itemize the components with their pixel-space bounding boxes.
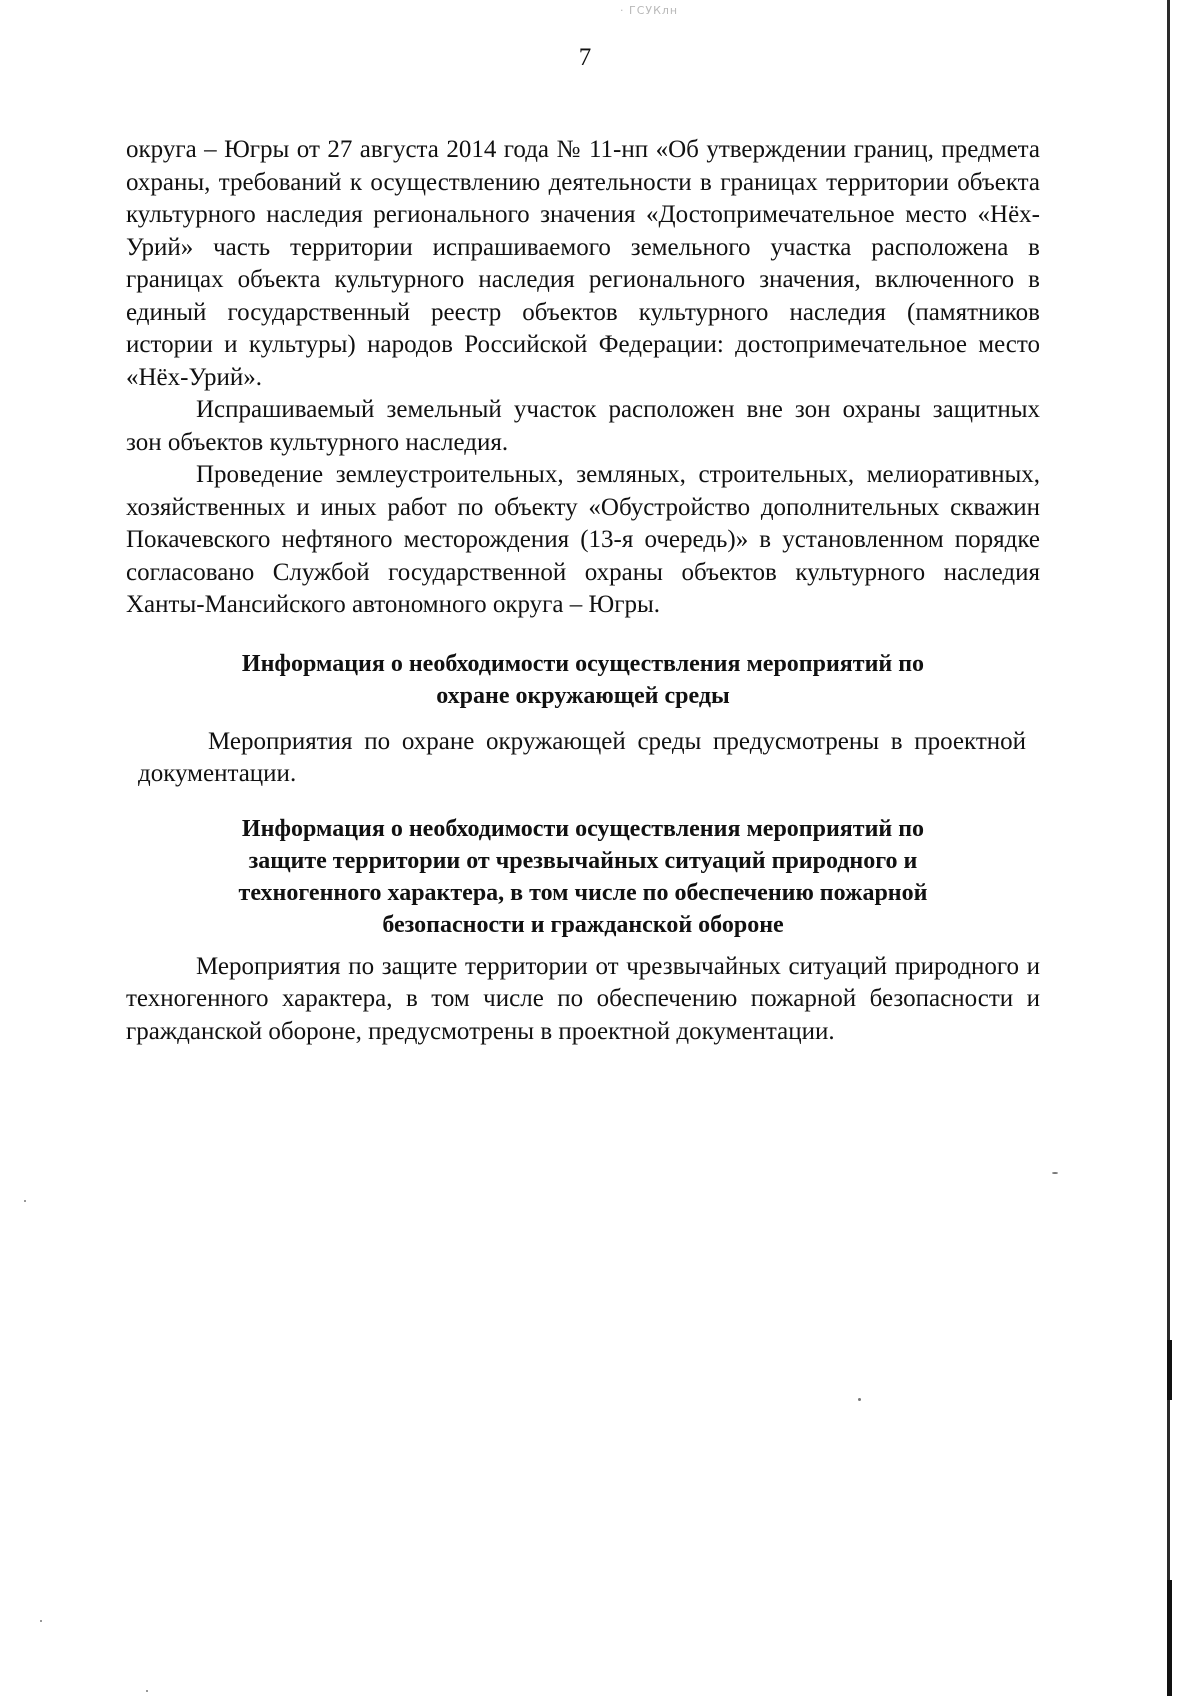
heading-emergency-line-4: безопасности и гражданской обороне (382, 911, 784, 938)
heading-emergency-line-3: техногенного характера, в том числе по обеспечению пожарной (238, 879, 928, 906)
heading-emergency-line-1: Информация о необходимости осуществления мероприятий по (241, 815, 925, 842)
scan-smudge-text: · ГСУКлн (620, 4, 679, 17)
heading-environment-line-2: охране окружающей среды (436, 682, 730, 709)
heading-emergency-protection (126, 813, 1040, 941)
scan-speck (24, 1200, 26, 1202)
document-body (126, 134, 1040, 1048)
paragraph-protection-zones: Испрашиваемый земельный участок расположен вне зон охраны защитных зон объектов культурного наследия. (126, 396, 1040, 456)
scan-speck (1052, 1172, 1058, 1174)
paragraph-heritage-boundaries: округа – Югры от 27 августа 2014 года № 11-нп «Об утверждении границ, предмета охраны, требований к осуществлению деятельности в границах территории объекта культурного наследия регионального значения «Достопримечательное место «Нёх-Урий» часть территории испрашиваемого земельного участка расположена в границах объекта культурного наследия регионального значения, включенного в единый государственный реестр объектов культурного наследия (памятников истории и культуры) народов Российской Федерации: достопримечательное место «Нёх-Урий». (126, 136, 1040, 391)
paragraph-emergency-measures: Мероприятия по защите территории от чрезвычайных ситуаций природного и техногенного характера, в том числе по обеспечению пожарной безопасности и гражданской обороне, предусмотрены в проектной документации. (126, 952, 1040, 1045)
scan-speck (40, 1620, 42, 1622)
heading-environment-protection (126, 648, 1040, 712)
paragraph-works-approval: Проведение землеустроительных, земляных, строительных, мелиоративных, хозяйственных и иных работ по объекту «Обустройство дополнительных скважин Покачевского нефтяного месторождения (13-я очередь)» в установленном порядке согласовано Службой государственной охраны объектов культурного наследия Ханты-Мансийского автономного округа – Югры. (126, 461, 1040, 618)
heading-emergency-line-2: защите территории от чрезвычайных ситуаций природного и (248, 847, 918, 874)
scan-speck (146, 1690, 148, 1692)
heading-environment-line-1: Информация о необходимости осуществления мероприятий по (241, 650, 925, 677)
scan-edge-mark-lower (1167, 1580, 1172, 1696)
page-number: 7 (578, 44, 592, 71)
paragraph-environment-measures: Мероприятия по охране окружающей среды предусмотрены в проектной документации. (138, 727, 1026, 787)
scan-speck (858, 1398, 861, 1401)
scan-right-edge-line (1167, 0, 1170, 1696)
scan-edge-mark-upper (1167, 1340, 1172, 1400)
